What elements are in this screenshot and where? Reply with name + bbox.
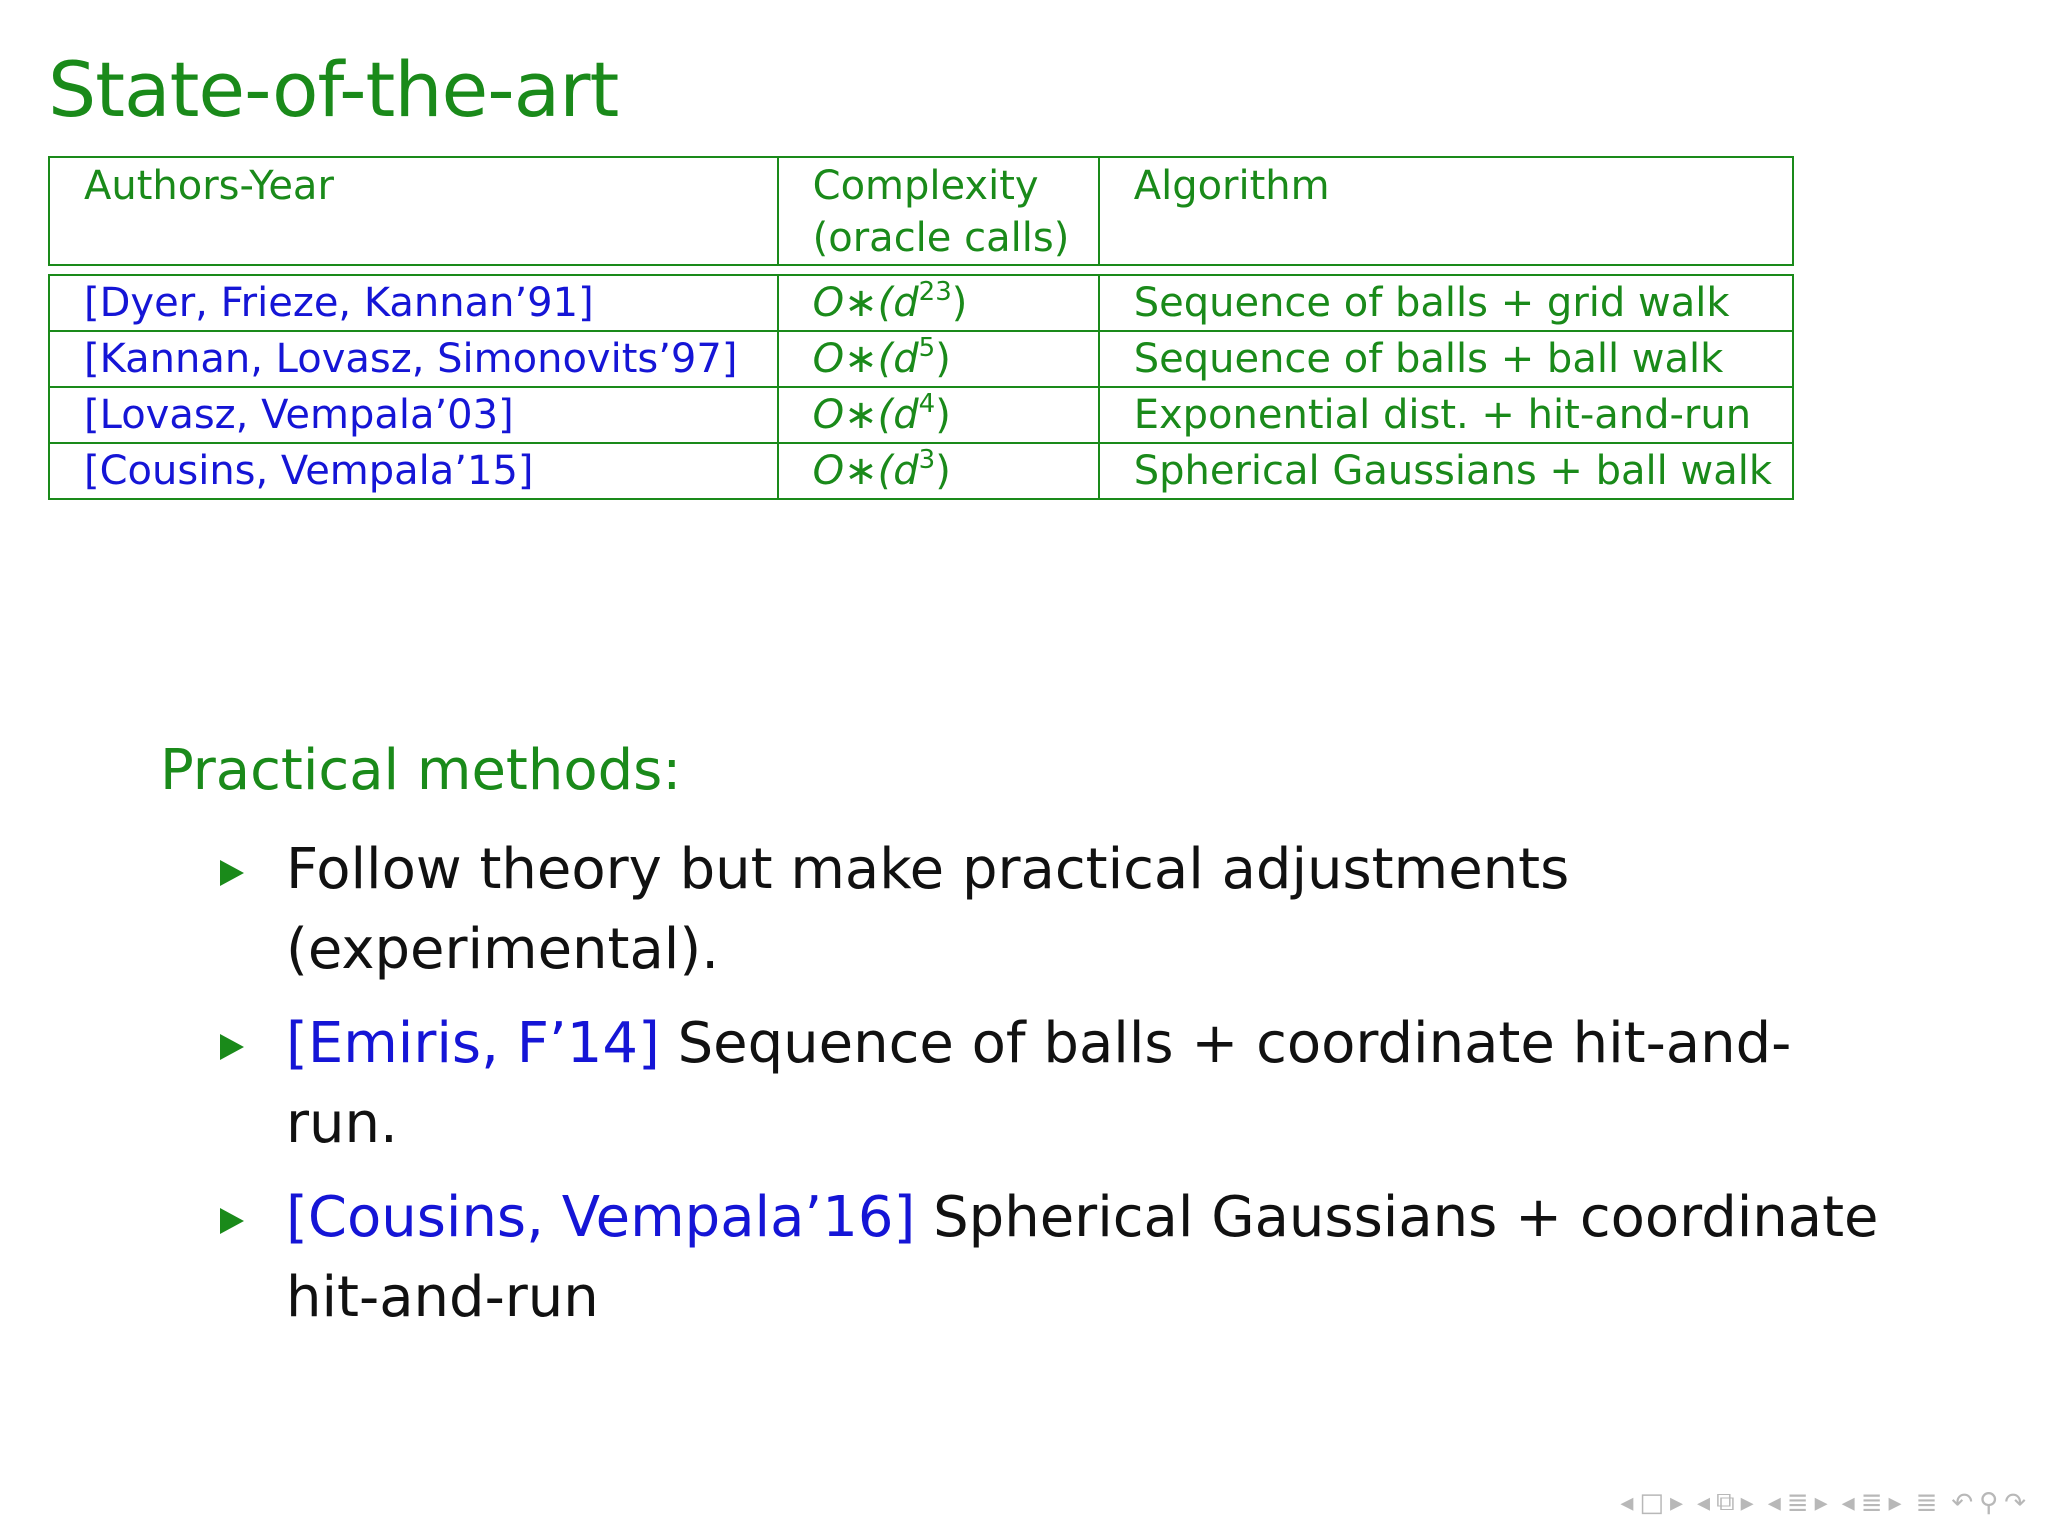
- triangle-bullet-icon: [220, 1034, 244, 1060]
- triangle-bullet-icon: [220, 1208, 244, 1234]
- bullet-text: Follow theory but make practical adjustments (experimental).: [286, 837, 1570, 982]
- nav-left-icon[interactable]: ◂: [1697, 1487, 1711, 1518]
- list-item: [220, 1004, 1900, 1164]
- nav-left-icon[interactable]: ◂: [1841, 1487, 1855, 1518]
- practical-methods-list: [220, 830, 1900, 1352]
- nav-left-icon[interactable]: ◂: [1620, 1487, 1634, 1518]
- row-authors: [Cousins, Vempala’15]: [48, 444, 779, 500]
- triangle-bullet-icon: [220, 860, 244, 886]
- row-complexity: $O∗(d^3)$: [779, 444, 1100, 500]
- nav-right-icon[interactable]: ▸: [1740, 1487, 1754, 1518]
- citation: [Emiris, F’14]: [286, 1011, 660, 1076]
- row-authors: [Kannan, Lovasz, Simonovits’97]: [48, 332, 779, 388]
- practical-methods-label: Practical methods:: [160, 738, 682, 803]
- row-complexity: $O∗(d^5)$: [779, 332, 1100, 388]
- bullet-text: Sequence of balls + coordinate hit-and-run.: [286, 1011, 1792, 1156]
- table-row: [48, 388, 1794, 444]
- bullet-text: Spherical Gaussians + coordinate hit-and-run: [286, 1185, 1879, 1330]
- row-algorithm: Spherical Gaussians + ball walk: [1100, 444, 1794, 500]
- table-row: [48, 444, 1794, 500]
- table-row: [48, 332, 1794, 388]
- nav-right-icon[interactable]: ▸: [1814, 1487, 1828, 1518]
- slide-title: State-of-the-art: [48, 45, 619, 134]
- header-complexity: [779, 156, 1100, 266]
- nav-right-icon[interactable]: ▸: [1669, 1487, 1684, 1518]
- row-algorithm: Sequence of balls + grid walk: [1100, 274, 1794, 332]
- row-complexity: $O∗(d^4)$: [779, 388, 1100, 444]
- search-icon[interactable]: ⚲: [1979, 1487, 1999, 1518]
- nav-left-icon[interactable]: ◂: [1767, 1487, 1781, 1518]
- subsection-icon[interactable]: ⧉: [1716, 1487, 1735, 1517]
- table-row: [48, 274, 1794, 332]
- state-of-the-art-table: [48, 156, 1794, 500]
- section-icon[interactable]: ≣: [1860, 1487, 1883, 1518]
- header-authors: Authors-Year: [48, 156, 779, 266]
- frame-nav-group: [1620, 1488, 1683, 1518]
- appendix-nav-group: [1916, 1488, 1938, 1518]
- row-authors: [Dyer, Frieze, Kannan’91]: [48, 274, 779, 332]
- table-header-row: [48, 156, 1794, 266]
- row-algorithm: Exponential dist. + hit-and-run: [1100, 388, 1794, 444]
- header-algorithm: Algorithm: [1100, 156, 1794, 266]
- row-complexity: $O∗(d^{23})$: [779, 274, 1100, 332]
- redo-icon[interactable]: ↷: [2004, 1487, 2026, 1518]
- citation: [Cousins, Vempala’16]: [286, 1185, 916, 1250]
- section-nav-group: [1768, 1488, 1828, 1518]
- list-item: [220, 1178, 1900, 1338]
- beamer-navigation-bar: [1620, 1487, 2026, 1518]
- list-item: [220, 830, 1900, 990]
- row-authors: [Lovasz, Vempala’03]: [48, 388, 779, 444]
- frame-icon[interactable]: □: [1639, 1487, 1664, 1518]
- undo-icon[interactable]: ↶: [1951, 1487, 1974, 1518]
- section-icon[interactable]: ≣: [1786, 1487, 1809, 1518]
- appendix-icon[interactable]: ≣: [1915, 1487, 1938, 1518]
- header-complexity-line1: Complexity: [812, 163, 1039, 209]
- nav-right-icon[interactable]: ▸: [1888, 1487, 1902, 1518]
- document-nav-group: [1842, 1488, 1902, 1518]
- subsection-nav-group: [1697, 1487, 1754, 1518]
- header-complexity-line2: (oracle calls): [812, 215, 1070, 261]
- row-algorithm: Sequence of balls + ball walk: [1100, 332, 1794, 388]
- search-nav-group: [1951, 1488, 2026, 1518]
